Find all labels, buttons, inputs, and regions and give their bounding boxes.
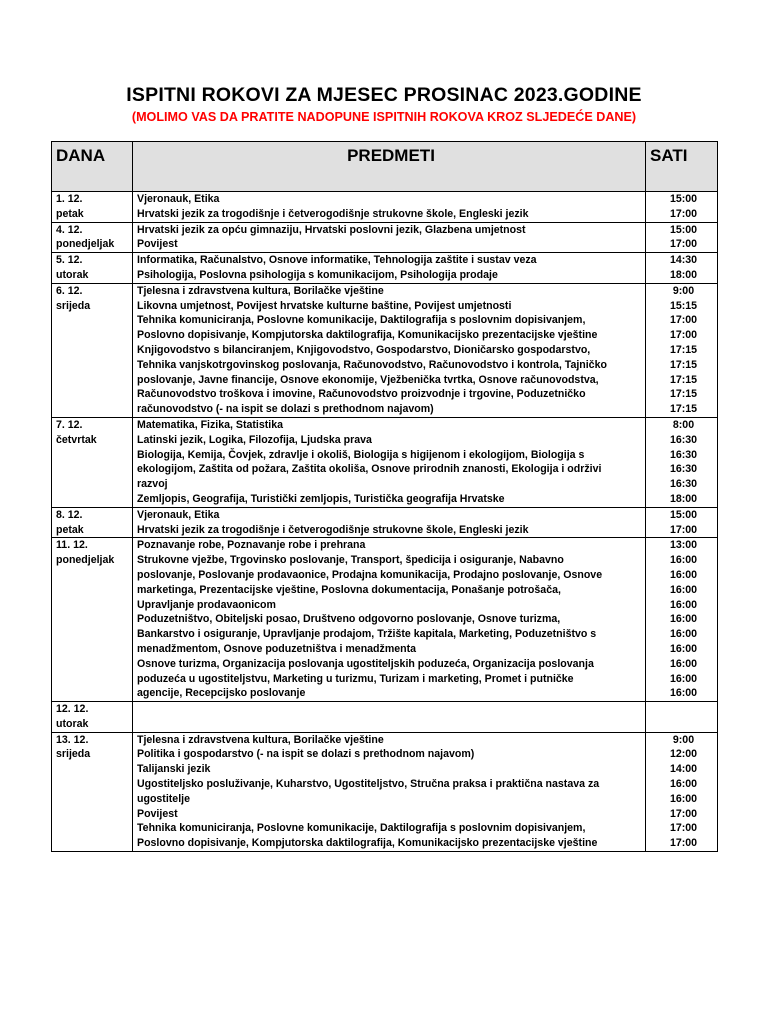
time-value: 15:00 <box>669 193 698 205</box>
time-value: 15:00 <box>669 223 698 236</box>
date-label: 11. 12. <box>56 539 88 552</box>
time-value: 17:15 <box>669 388 698 401</box>
subject-line: Ugostiteljsko posluživanje, Kuharstvo, Ugostiteljstvo, Stručna praksa i praktična nastava za <box>137 778 600 791</box>
subject-line: Tjelesna i zdravstvena kultura, Borilačke vještine <box>137 733 384 746</box>
subject-line: Vjeronauk, Etika <box>137 193 220 205</box>
subject-line: razvoj <box>137 478 168 491</box>
times-cell <box>646 507 718 538</box>
day-cell <box>52 507 133 538</box>
time-value: 16:30 <box>669 463 698 476</box>
time-value: 17:00 <box>669 329 698 342</box>
subject-line: Tehnika komuniciranja, Poslovne komunikacije, Daktilografija s poslovnim dopisivanjem, <box>137 822 586 835</box>
header-row <box>52 142 718 192</box>
subjects-cell <box>133 222 646 253</box>
subject-line: Osnove turizma, Organizacija poslovanja ugostiteljskih poduzeća, Organizacija poslovanja <box>137 657 594 670</box>
day-cell <box>52 222 133 253</box>
subject-line: Knjigovodstvo s bilanciranjem, Knjigovodstvo, Gospodarstvo, Dioničarsko gospodarstvo, <box>137 343 591 356</box>
weekday-label: utorak <box>56 268 89 281</box>
time-value: 8:00 <box>672 418 695 431</box>
subjects-cell <box>133 417 646 507</box>
subject-line: ugostitelje <box>137 792 190 805</box>
subject-line: Poznavanje robe, Poznavanje robe i prehrana <box>137 539 366 552</box>
time-value: 14:00 <box>669 763 698 776</box>
time-value: 14:30 <box>669 254 698 267</box>
weekday-label: srijeda <box>56 299 91 312</box>
subjects-cell <box>133 702 646 733</box>
day-cell <box>52 702 133 733</box>
date-label: 13. 12. <box>56 733 89 746</box>
exam-schedule-table <box>51 141 718 852</box>
times-cell <box>646 192 718 223</box>
subjects-cell <box>133 253 646 284</box>
day-cell <box>52 732 133 851</box>
date-label: 7. 12. <box>56 418 83 431</box>
subject-line: Likovna umjetnost, Povijest hrvatske kulturne baštine, Povijest umjetnosti <box>137 299 512 312</box>
time-value: 16:00 <box>669 598 698 611</box>
time-value: 16:00 <box>669 628 698 641</box>
times-cell <box>646 253 718 284</box>
subject-line: Strukovne vježbe, Trgovinsko poslovanje, Transport, špedicija i osiguranje, Nabavno <box>137 554 564 567</box>
time-value: 16:00 <box>669 657 698 670</box>
time-value: 16:00 <box>669 792 698 805</box>
table-row <box>52 702 718 733</box>
subject-line: Matematika, Fizika, Statistika <box>137 418 284 431</box>
weekday-label: petak <box>56 523 84 536</box>
day-cell <box>52 417 133 507</box>
time-value: 17:00 <box>669 807 698 820</box>
subject-line: Bankarstvo i osiguranje, Upravljanje prodajom, Tržište kapitala, Marketing, Poduzetništvo s <box>137 628 597 641</box>
time-value: 16:30 <box>669 433 698 446</box>
times-cell <box>646 702 718 733</box>
date-label: 12. 12. <box>56 703 89 716</box>
time-value: 16:00 <box>669 672 698 685</box>
time-value: 17:00 <box>669 207 698 220</box>
subject-line: Psihologija, Poslovna psihologija s komunikacijom, Psihologija prodaje <box>137 268 498 281</box>
subjects-cell <box>133 507 646 538</box>
subjects-cell <box>133 283 646 417</box>
subject-line: Poslovno dopisivanje, Kompjutorska daktilografija, Komunikacijsko prezentacijske vještine <box>137 329 598 342</box>
subject-line: Tehnika komuniciranja, Poslovne komunikacije, Daktilografija s poslovnim dopisivanjem, <box>137 314 586 327</box>
weekday-label: utorak <box>56 717 89 730</box>
time-value: 18:00 <box>669 268 698 281</box>
subject-line: agencije, Recepcijsko poslovanje <box>137 687 306 700</box>
subject-line: Tjelesna i zdravstvena kultura, Borilačke vještine <box>137 284 384 297</box>
date-label: 5. 12. <box>56 254 83 267</box>
time-value: 15:15 <box>669 299 698 312</box>
times-cell <box>646 283 718 417</box>
subject-line: Poduzetništvo, Obiteljski posao, Društveno odgovorno poslovanje, Osnove turizma, <box>137 613 561 626</box>
date-label: 6. 12. <box>56 284 83 297</box>
table-row <box>52 507 718 538</box>
time-value: 17:15 <box>669 403 698 416</box>
column-header-sati: SATI <box>646 142 718 192</box>
table-row <box>52 417 718 507</box>
subject-line: Povijest <box>137 807 178 820</box>
time-value: 17:00 <box>669 238 698 251</box>
date-label: 1. 12. <box>56 193 83 205</box>
time-value: 16:00 <box>669 583 698 596</box>
weekday-label: ponedjeljak <box>56 554 115 567</box>
table-row <box>52 538 718 702</box>
date-label: 4. 12. <box>56 223 83 236</box>
subject-line: Zemljopis, Geografija, Turistički zemljopis, Turistička geografija Hrvatske <box>137 492 505 505</box>
table-row <box>52 192 718 223</box>
subject-line: Poslovno dopisivanje, Kompjutorska daktilografija, Komunikacijsko prezentacijske vještine <box>137 837 598 850</box>
subject-line: ekologijom, Zaštita od požara, Zaštita okoliša, Osnove prirodnih znanosti, Ekologija i održivi <box>137 463 602 476</box>
time-value: 17:00 <box>669 837 698 850</box>
time-value: 17:15 <box>669 358 698 371</box>
subject-line: Informatika, Računalstvo, Osnove informatike, Tehnologija zaštite i sustav veza <box>137 254 537 267</box>
day-cell <box>52 283 133 417</box>
column-header-predmeti: PREDMETI <box>133 142 646 192</box>
day-cell <box>52 192 133 223</box>
subject-line: Politika i gospodarstvo (- na ispit se dolazi s prethodnom najavom) <box>137 748 475 761</box>
time-value: 13:00 <box>669 539 698 552</box>
day-cell <box>52 253 133 284</box>
subject-line: računovodstvo (- na ispit se dolazi s prethodnom najavom) <box>137 403 434 416</box>
table-row <box>52 222 718 253</box>
time-value: 16:00 <box>669 568 698 581</box>
table-row <box>52 283 718 417</box>
time-value: 16:00 <box>669 554 698 567</box>
weekday-label: petak <box>56 207 84 220</box>
subject-line: Povijest <box>137 238 178 251</box>
subject-line: Talijanski jezik <box>137 763 211 776</box>
subject-line: marketinga, Prezentacijske vještine, Poslovna dokumentacija, Ponašanje potrošača, <box>137 583 561 596</box>
time-value: 17:00 <box>669 314 698 327</box>
subject-line: Upravljanje prodavaonicom <box>137 598 276 611</box>
subjects-cell <box>133 732 646 851</box>
subject-line: Vjeronauk, Etika <box>137 508 220 521</box>
time-value: 18:00 <box>669 492 698 505</box>
schedule-body <box>52 192 718 852</box>
time-value: 15:00 <box>669 508 698 521</box>
times-cell <box>646 732 718 851</box>
subject-line: Hrvatski jezik za trogodišnje i četverogodišnje strukovne škole, Engleski jezik <box>137 207 529 220</box>
subject-line: poslovanje, Poslovanje prodavaonice, Prodajna komunikacija, Prodajno poslovanje, Osnove <box>137 568 603 581</box>
table-row <box>52 732 718 851</box>
subject-line: Latinski jezik, Logika, Filozofija, Ljudska prava <box>137 433 372 446</box>
time-value: 16:00 <box>669 642 698 655</box>
time-value: 16:00 <box>669 778 698 791</box>
time-value: 17:00 <box>669 523 698 536</box>
subject-line: Biologija, Kemija, Čovjek, zdravlje i okoliš, Biologija s higijenom i ekologijom, Biologija s <box>137 448 585 461</box>
time-value: 9:00 <box>672 284 695 297</box>
time-value: 16:00 <box>669 687 698 700</box>
time-value: 17:00 <box>669 822 698 835</box>
weekday-label: srijeda <box>56 748 91 761</box>
time-value: 9:00 <box>672 733 695 746</box>
subject-line: Hrvatski jezik za opću gimnaziju, Hrvatski poslovni jezik, Glazbena umjetnost <box>137 223 526 236</box>
day-cell <box>52 538 133 702</box>
column-header-dana: DANA <box>52 142 133 192</box>
subject-line: menadžmentom, Osnove poduzetništva i menadžmenta <box>137 642 417 655</box>
time-value: 16:00 <box>669 613 698 626</box>
page-subtitle: (MOLIMO VAS DA PRATITE NADOPUNE ISPITNIH ROKOVA KROZ SLJEDEĆE DANE) <box>131 110 637 124</box>
subject-line: poslovanje, Javne financije, Osnove ekonomije, Vježbenička tvrtka, Osnove računovodstva, <box>137 373 599 386</box>
subject-line: Tehnika vanjskotrgovinskog poslovanja, Računovodstvo, Računovodstvo i kontrola, Tajničko <box>137 358 607 371</box>
times-cell <box>646 222 718 253</box>
table-row <box>52 253 718 284</box>
weekday-label: četvrtak <box>56 433 97 446</box>
subject-line: Hrvatski jezik za trogodišnje i četverogodišnje strukovne škole, Engleski jezik <box>137 523 529 536</box>
subject-line: poduzeća u ugostiteljstvu, Marketing u turizmu, Turizam i marketing, Promet i putničke <box>137 672 574 685</box>
time-value: 17:15 <box>669 373 698 386</box>
times-cell <box>646 538 718 702</box>
time-value: 16:30 <box>669 478 698 491</box>
times-cell <box>646 417 718 507</box>
subject-line: Računovodstvo troškova i imovine, Računovodstvo proizvodnje i trgovine, Poduzetničko <box>137 388 586 401</box>
date-label: 8. 12. <box>56 508 83 521</box>
weekday-label: ponedjeljak <box>56 238 115 251</box>
time-value: 17:15 <box>669 343 698 356</box>
subjects-cell <box>133 538 646 702</box>
time-value: 16:30 <box>669 448 698 461</box>
page-title: ISPITNI ROKOVI ZA MJESEC PROSINAC 2023.GODINE <box>126 84 642 106</box>
time-value: 12:00 <box>669 748 698 761</box>
subjects-cell <box>133 192 646 223</box>
